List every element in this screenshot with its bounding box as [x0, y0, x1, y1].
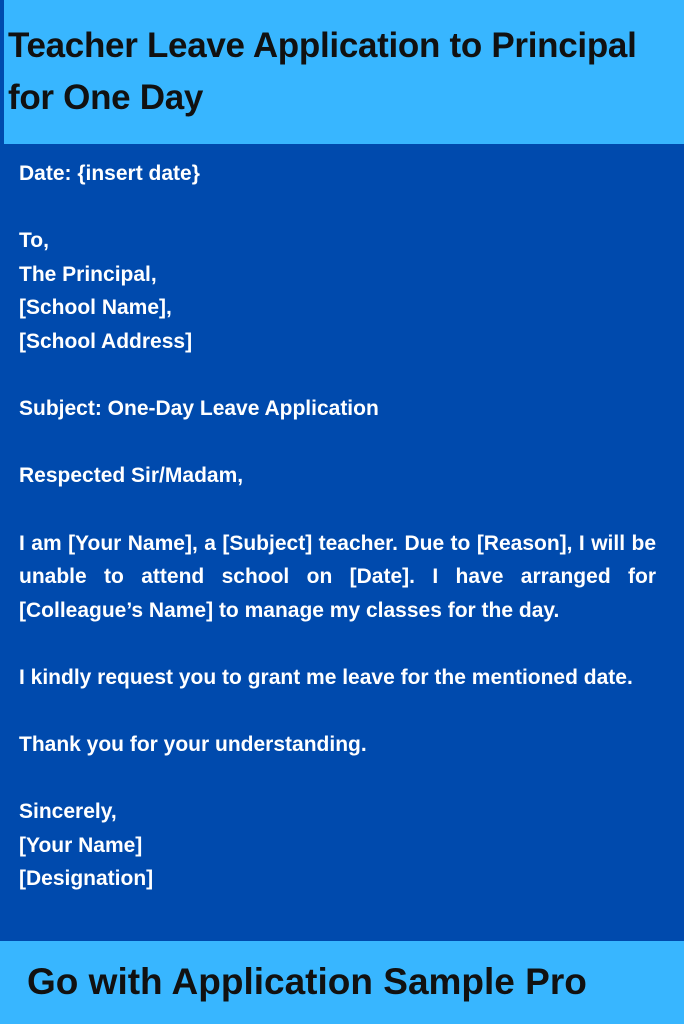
to-line: To,	[19, 229, 49, 253]
spacer	[19, 191, 656, 225]
thanks-line: Thank you for your understanding.	[19, 733, 367, 757]
title-banner	[0, 0, 684, 144]
sender-name-line: [Your Name]	[19, 833, 143, 857]
page-title: Teacher Leave Application to Principal for One Day	[8, 26, 637, 117]
subject-line: Subject: One-Day Leave Application	[19, 397, 379, 421]
school-name-line: [School Name],	[19, 296, 172, 320]
spacer	[19, 493, 656, 527]
spacer	[19, 762, 656, 796]
closing-line: Sincerely,	[19, 800, 117, 824]
sender-designation-line: [Designation]	[19, 867, 154, 891]
footer-banner	[0, 941, 684, 1024]
recipient-line: The Principal,	[19, 262, 157, 286]
spacer	[19, 426, 656, 460]
footer-text: Go with Application Sample Pro	[27, 961, 587, 1002]
spacer	[19, 627, 656, 661]
date-line: Date: {insert date}	[19, 162, 200, 185]
spacer	[19, 359, 656, 393]
letter-body	[19, 157, 656, 896]
body-paragraph: I kindly request you to grant me leave for the mentioned date.	[19, 665, 633, 689]
salutation-line: Respected Sir/Madam,	[19, 464, 244, 488]
school-address-line: [School Address]	[19, 329, 193, 353]
spacer	[19, 695, 656, 729]
body-paragraph: I am [Your Name], a [Subject] teacher. Due to [Reason], I will be unable to attend school on [Date]. I have arranged for [Colleague’s Name] to manage my classes for the day.	[19, 531, 656, 622]
